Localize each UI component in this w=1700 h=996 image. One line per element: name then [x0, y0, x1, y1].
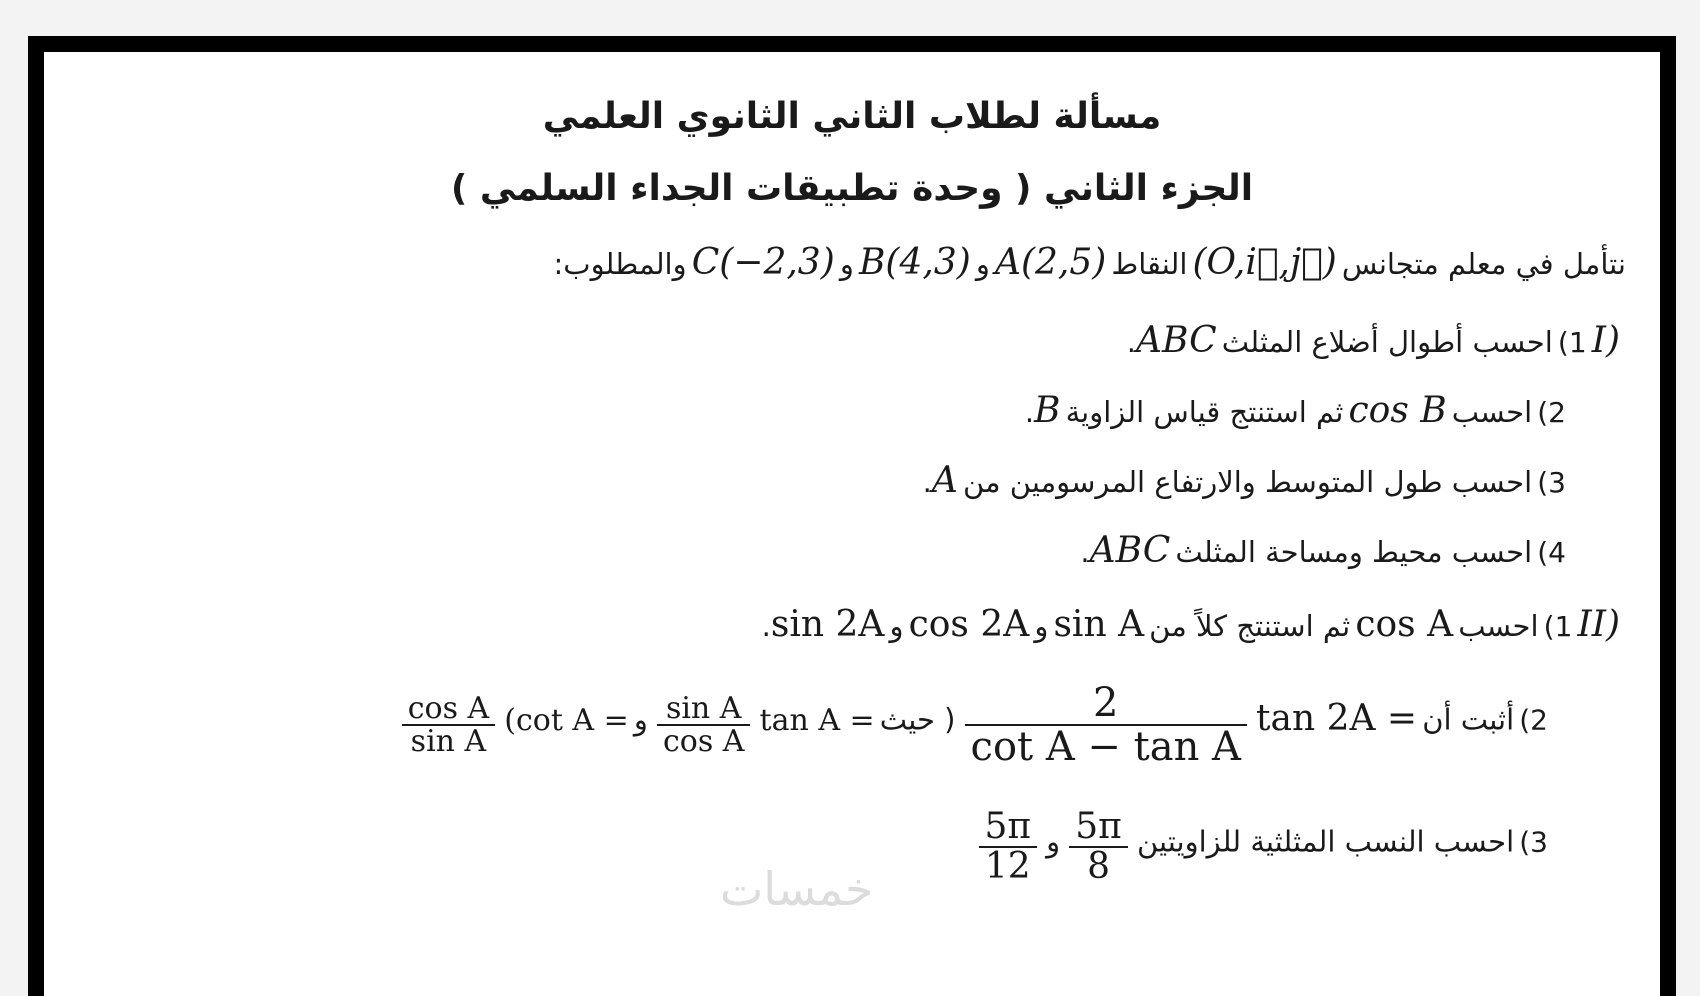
p2q1-math-4: sin 2A	[770, 604, 885, 645]
q2-math-1: cos B	[1348, 390, 1447, 431]
p2q3-text: احسب النسب المثلثية للزاويتين	[1136, 824, 1515, 859]
p2q1-math-3: cos 2A	[908, 604, 1030, 645]
angle1-numerator: 5π	[1075, 806, 1122, 847]
q3-text: احسب طول المتوسط والارتفاع المرسومين من	[962, 465, 1533, 499]
p2q1-number: 1)	[1543, 610, 1573, 643]
intro-line	[554, 242, 1627, 283]
part1-q4	[1080, 530, 1566, 571]
frame-math: (O,i⃗,j⃗)	[1192, 242, 1337, 283]
q2-text-1: احسب	[1451, 395, 1533, 429]
q3-number: 3)	[1537, 466, 1566, 499]
part2-label: II)	[1577, 604, 1620, 645]
angle-fraction-2	[979, 808, 1038, 886]
q4-math: ABC	[1089, 530, 1171, 571]
q2-math-2: B	[1034, 390, 1061, 431]
cot-fraction	[402, 690, 495, 759]
point-a: A(2,5)	[994, 242, 1107, 283]
part1-q2	[1025, 390, 1566, 431]
q1-math: ABC	[1136, 320, 1217, 361]
intro-text-1: نتأمل في معلم متجانس	[1341, 247, 1626, 281]
watermark-logo: خمسات	[720, 862, 874, 916]
main-fraction	[965, 682, 1247, 768]
tan-lhs: tan A =	[759, 702, 875, 738]
point-b: B(4,3)	[858, 242, 971, 283]
q1-number: 1)	[1557, 326, 1587, 359]
intro-and-1: و	[975, 247, 990, 281]
intro-text-2: النقاط	[1111, 247, 1188, 281]
main-numerator: 2	[1093, 680, 1119, 726]
part1-label: I)	[1591, 320, 1620, 361]
part1-q1	[1127, 320, 1620, 361]
p2q3-and: و	[1046, 824, 1061, 859]
p2q1-and-1: و	[1034, 609, 1049, 643]
cot-lhs: (cot A =	[504, 702, 629, 738]
p2q1-and-2: و	[889, 609, 904, 643]
p2q1-math-1: cos A	[1355, 604, 1454, 645]
q2-text-2: ثم استنتج قياس الزاوية	[1065, 395, 1344, 429]
where-text: ( حيث	[879, 702, 956, 737]
tan-numerator: sin A	[665, 690, 742, 726]
main-denominator: cot A − tan A	[970, 724, 1241, 770]
part2-q3	[975, 808, 1549, 886]
point-c: C(−2,3)	[691, 242, 835, 283]
tan-fraction	[657, 690, 750, 759]
part1-q3	[923, 460, 1566, 501]
p2q2-and: و	[633, 702, 648, 737]
intro-text-3: والمطلوب:	[553, 247, 687, 281]
p2q1-end: .	[761, 609, 771, 643]
document-title: مسألة لطلاب الثاني الثانوي العلمي	[542, 96, 1162, 137]
angle2-denominator: 12	[984, 845, 1031, 887]
p2q2-text: أثبت أن	[1422, 702, 1515, 737]
cot-numerator: cos A	[407, 690, 490, 726]
q3-math: A	[931, 460, 958, 501]
angle1-denominator: 8	[1087, 845, 1111, 887]
tan-denominator: cos A	[662, 724, 745, 759]
part2-q1	[762, 604, 1620, 645]
p2q2-lhs: tan 2A =	[1256, 697, 1418, 739]
cot-denominator: sin A	[410, 724, 487, 759]
p2q2-number: 2)	[1519, 703, 1548, 737]
document-subtitle: الجزء الثاني ( وحدة تطبيقات الجداء السلمي )	[450, 168, 1254, 209]
q4-text: احسب محيط ومساحة المثلث	[1175, 535, 1533, 569]
q1-end: .	[1126, 325, 1136, 359]
part2-q2	[398, 682, 1548, 768]
document-sheet	[28, 36, 1676, 996]
q4-number: 4)	[1537, 536, 1566, 569]
q2-end: .	[1024, 395, 1035, 429]
q3-end: .	[922, 465, 932, 499]
q2-number: 2)	[1537, 396, 1566, 429]
intro-and-2: و	[839, 247, 854, 281]
p2q1-math-2: sin A	[1053, 604, 1145, 645]
q4-end: .	[1080, 535, 1090, 569]
q1-text: احسب أطوال أضلاع المثلث	[1221, 325, 1553, 359]
angle2-numerator: 5π	[984, 806, 1032, 847]
p2q3-number: 3)	[1519, 825, 1548, 859]
p2q1-text-2: ثم استنتج كلاً من	[1149, 609, 1351, 643]
angle-fraction-1	[1069, 808, 1128, 886]
p2q1-text-1: احسب	[1458, 609, 1539, 643]
